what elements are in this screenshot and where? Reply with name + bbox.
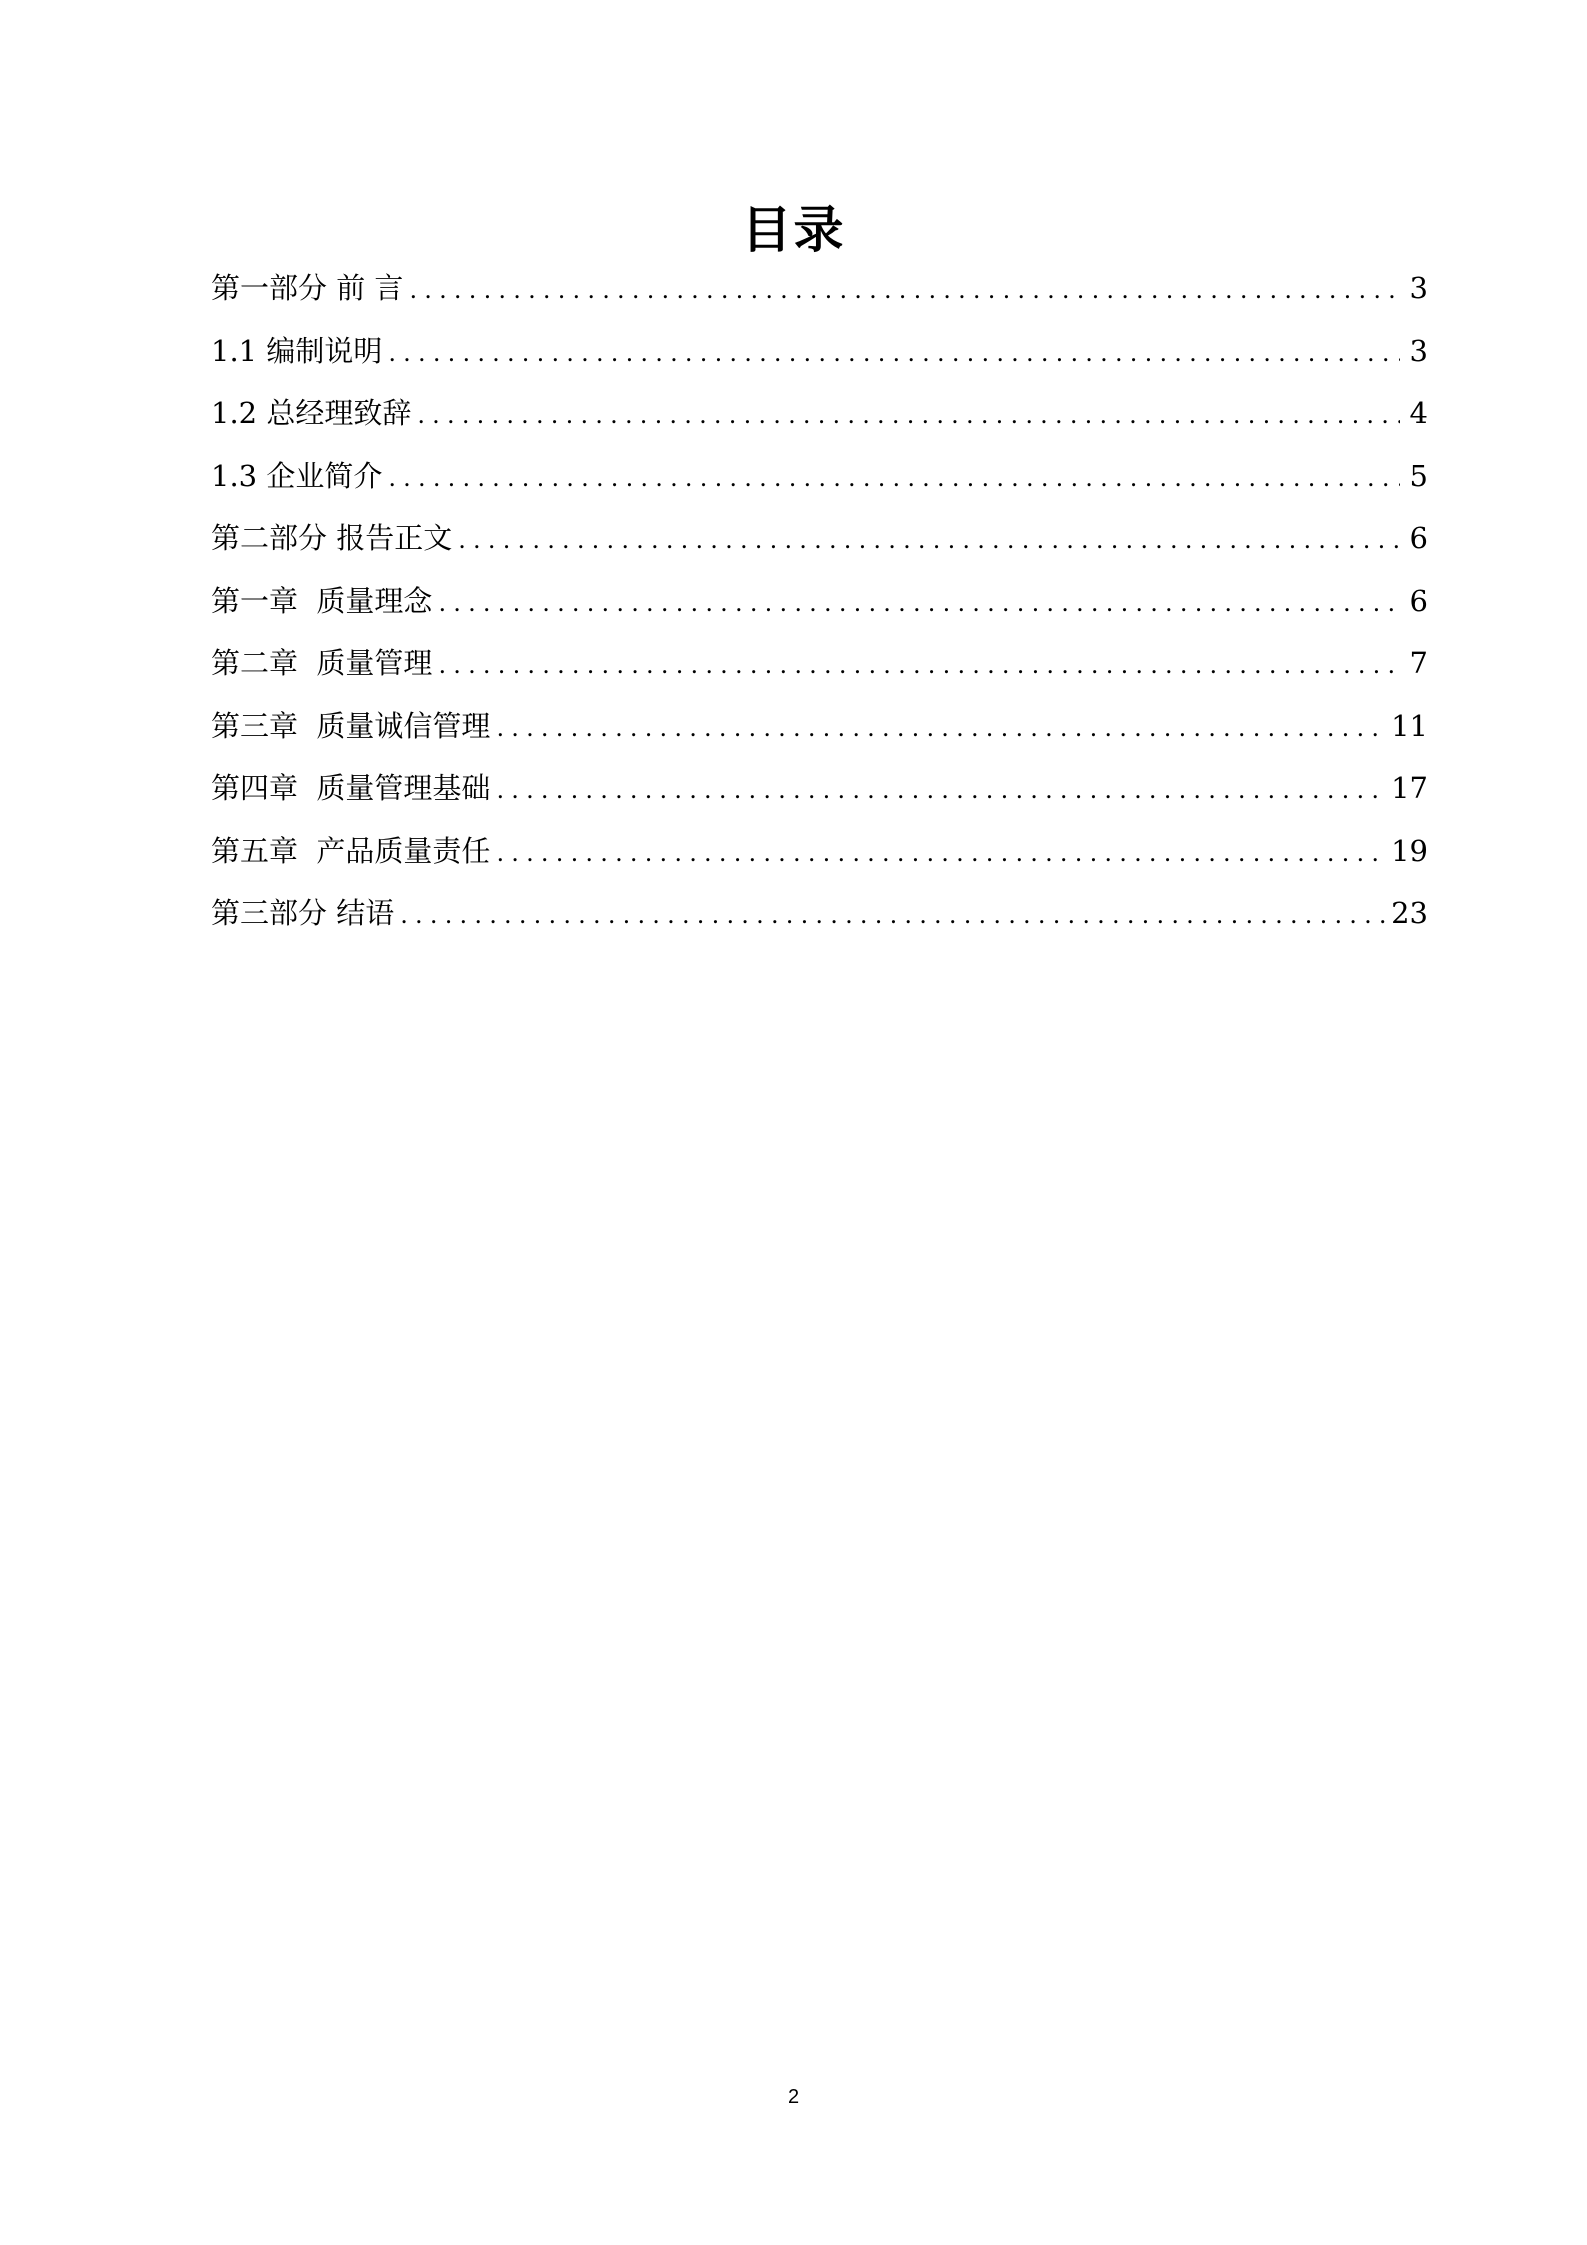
- toc-entry-label: 第一章 质量理念: [211, 583, 433, 618]
- toc-entry-label: 第一部分 前 言: [211, 271, 404, 305]
- toc-dot-leader: [400, 889, 1385, 941]
- toc-dot-leader: [496, 764, 1385, 816]
- toc-entry-page: 17: [1391, 771, 1428, 805]
- toc-entry-page: 6: [1409, 521, 1428, 555]
- toc-dot-leader: [388, 452, 1400, 504]
- toc-entry-page: 11: [1391, 708, 1428, 743]
- toc-entry-label: 第三章 质量诚信管理: [211, 708, 491, 743]
- toc-entry-label: 第二章 质量管理: [211, 646, 433, 680]
- toc-entry-label: 1.2 总经理致辞: [211, 396, 412, 430]
- toc-entry-page: 23: [1391, 896, 1428, 930]
- toc-dot-leader: [388, 327, 1400, 379]
- toc-entry-page: 6: [1409, 583, 1428, 618]
- toc-entry-page: 4: [1409, 396, 1428, 430]
- toc-dot-leader: [496, 702, 1385, 754]
- toc-entry-label: 1.1 编制说明: [211, 333, 383, 368]
- toc-entry[interactable]: [211, 825, 1428, 888]
- toc-entry[interactable]: [211, 325, 1428, 388]
- toc-dot-leader: [458, 514, 1400, 566]
- toc-entry-label: 第三部分 结语: [211, 896, 395, 930]
- toc-title: 目录: [741, 201, 846, 259]
- toc-entry-page: 5: [1409, 458, 1428, 493]
- table-of-contents: [211, 262, 1428, 950]
- toc-entry[interactable]: [211, 637, 1428, 700]
- toc-entry[interactable]: [211, 575, 1428, 638]
- toc-entry-page: 7: [1409, 646, 1428, 680]
- toc-entry-label: 第二部分 报告正文: [211, 521, 453, 555]
- toc-entry-page: 19: [1391, 833, 1428, 868]
- toc-entry-page: 3: [1409, 333, 1428, 368]
- toc-entry[interactable]: [211, 700, 1428, 763]
- toc-entry[interactable]: [211, 262, 1428, 325]
- toc-entry[interactable]: [211, 450, 1428, 513]
- toc-dot-leader: [438, 577, 1400, 629]
- toc-entry[interactable]: [211, 387, 1428, 450]
- toc-entry[interactable]: [211, 512, 1428, 575]
- toc-entry-label: 第五章 产品质量责任: [211, 833, 491, 868]
- toc-entry-label: 1.3 企业简介: [211, 458, 383, 493]
- toc-entry[interactable]: [211, 887, 1428, 950]
- toc-dot-leader: [409, 264, 1400, 316]
- toc-dot-leader: [496, 827, 1385, 879]
- toc-entry-page: 3: [1409, 271, 1428, 305]
- page-number: 2: [787, 2086, 800, 2108]
- toc-dot-leader: [438, 639, 1400, 691]
- toc-entry-label: 第四章 质量管理基础: [211, 771, 491, 805]
- toc-dot-leader: [417, 389, 1400, 441]
- toc-entry[interactable]: [211, 762, 1428, 825]
